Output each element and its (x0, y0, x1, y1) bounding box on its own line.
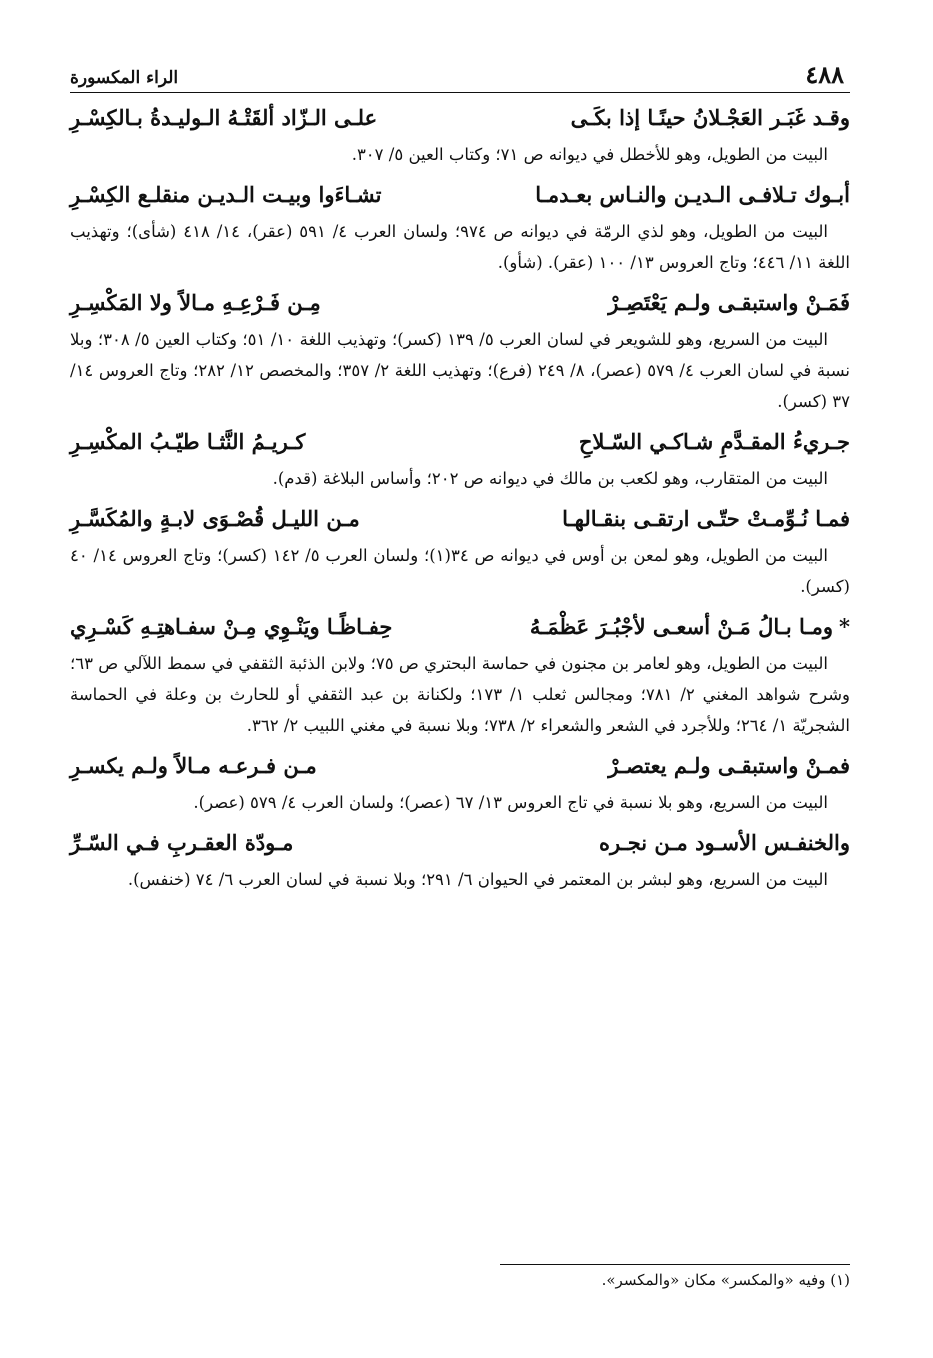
hemistich-right-text: فمـا نُـوِّمـتْ حتّـى ارتقـى بنقـالهـا (562, 506, 850, 531)
verse-entry (70, 747, 850, 818)
verse-note: البيت من المتقارب، وهو لكعب بن مالك في ديوانه ص ٢٠٢؛ وأساس البلاغة (قدم). (272, 469, 828, 488)
running-title: الراء المكسورة (70, 68, 179, 88)
verse-line (70, 99, 850, 139)
footnote-rule (500, 1264, 850, 1265)
hemistich-right (535, 176, 850, 214)
verse-line (70, 284, 850, 324)
hemistich-right (608, 284, 850, 322)
verse-entry (70, 608, 850, 741)
hemistich-left: حِفـاظًـا ويَنْـوِي مِـنْ سفـاهتِـهِ كَسْـرِي (70, 614, 393, 639)
verse-entry (70, 176, 850, 278)
hemistich-right (562, 500, 850, 538)
footnotes-section (70, 1264, 850, 1289)
hemistich-right (608, 747, 850, 785)
hemistich-right-text: ومـا بـالُ مَـنْ أسعـى لأجْبُـرَ عَظْمَـهُ (529, 614, 834, 639)
verse-note: البيت من الطويل، وهو للأخطل في ديوانه ص ٧١؛ وكتاب العين ٥/ ٣٠٧. (351, 145, 828, 164)
verse-marker: * (839, 614, 850, 639)
verse-note: البيت من السريع، وهو بلا نسبة في تاج العروس ١٣/ ٦٧ (عصر)؛ ولسان العرب ٤/ ٥٧٩ (عصر). (193, 793, 828, 812)
hemistich-right (571, 99, 850, 137)
hemistich-right (530, 608, 850, 646)
verse-entry (70, 423, 850, 494)
verse-line (70, 824, 850, 864)
hemistich-left: تشـاءَوا وبيـت الـديـن منقلـع الكِسْـرِ (70, 182, 382, 207)
hemistich-right (579, 423, 850, 461)
hemistich-right-text: فمـنْ واستبقـى ولـم يعتصـرْ (608, 753, 850, 778)
hemistich-left: مـودّة العقـربِ فـي السّـرِّ (70, 830, 294, 855)
verse-line (70, 176, 850, 216)
book-page (70, 58, 850, 1308)
verse-line (70, 747, 850, 787)
hemistich-left: علـى الـزّاد ألقَتْـهُ الـوليـدةُ بـالكِسْـرِ (70, 105, 378, 130)
verse-entry (70, 824, 850, 895)
hemistich-right-text: والخنفـس الأسـود مـن نجـره (598, 830, 850, 855)
footnote: (١) وفيه «والمكسر» مكان «والمكسر». (601, 1271, 850, 1289)
page-number: ٤٨٨ (805, 60, 844, 89)
verse-entry (70, 99, 850, 170)
verse-note: البيت من السريع، وهو للشويعر في لسان العرب ٥/ ١٣٩ (كسر)؛ وتهذيب اللغة ١٠/ ٥١؛ وكتاب العين ٥/ ٣٠٨؛ وبلا نسبة في لسان العرب ٤/ ٥٧٩ (عصر)، ٨/ ٢٤٩ (فرع)؛ وتهذيب اللغة ٢/ ٣٥٧؛ والمخصص ١٢/ ٢٨٢؛ وتاج العروس ١٤/ ٣٧ (كسر). (70, 330, 851, 411)
verse-line (70, 608, 850, 648)
hemistich-right-text: فَمَـنْ واستبقـى ولـم يَعْتَصِـرْ (608, 290, 850, 315)
verse-line (70, 423, 850, 463)
hemistich-right-text: وقـد غَبَـر العَجْـلانُ حينًـا إذا بكَـى (570, 105, 850, 130)
hemistich-left: مـن الليـل قُصْـوَى لابـةٍ والمُكَسَّـرِ (70, 506, 360, 531)
page-header (70, 58, 850, 93)
entries-list (70, 99, 850, 895)
verse-note: البيت من السريع، وهو لبشر بن المعتمر في الحيوان ٦/ ٢٩١؛ وبلا نسبة في لسان العرب ٦/ ٧٤ (خنفس). (127, 870, 828, 889)
verse-note: البيت من الطويل، وهو لعامر بن مجنون في حماسة البحتري ص ٧٥؛ ولابن الذئبة الثقفي في سمط اللآلي ص ٦٣؛ وشرح شواهد المغني ٢/ ٧٨١؛ ومجالس ثعلب ١/ ١٧٣؛ ولكنانة بن عبد الثقفي أو للحارث بن وعلة في الحماسة الشجريّة ١/ ٢٦٤؛ وللأجرد في الشعر والشعراء ٢/ ٧٣٨؛ وبلا نسبة في مغني اللبيب ٢/ ٣٦٢. (70, 654, 851, 735)
hemistich-right-text: جـريءُ المقـدَّمِ شـاكـي السّـلاحِ (578, 429, 850, 454)
verse-entry (70, 284, 850, 417)
hemistich-right (599, 824, 850, 862)
verse-note: البيت من الطويل، وهو لمعن بن أوس في ديوانه ص ٣٤(١)؛ ولسان العرب ٥/ ١٤٢ (كسر)؛ وتاج العروس ١٤/ ٤٠ (كسر). (70, 546, 850, 596)
verse-entry (70, 500, 850, 602)
hemistich-right-text: أبـوك تـلافـى الـديـن والنـاس بعـدمـا (535, 182, 850, 207)
hemistich-left: مـن فـرعـه مـالاً ولـم يكسـرِ (70, 753, 317, 778)
hemistich-left: كـريـمُ النَّثـا طيّـبُ المكْسِـرِ (70, 429, 306, 454)
verse-note: البيت من الطويل، وهو لذي الرمّة في ديوانه ص ٩٧٤؛ ولسان العرب ٤/ ٥٩١ (عقر)، ١٤/ ٤١٨ (شأى)؛ وتهذيب اللغة ١١/ ٤٤٦؛ وتاج العروس ١٣/ ١٠٠ (عقر). (شأو). (70, 222, 850, 272)
hemistich-left: مِـن فَـرْعِـهِ مـالاً ولا المَكْسِـرِ (70, 290, 321, 315)
verse-line (70, 500, 850, 540)
